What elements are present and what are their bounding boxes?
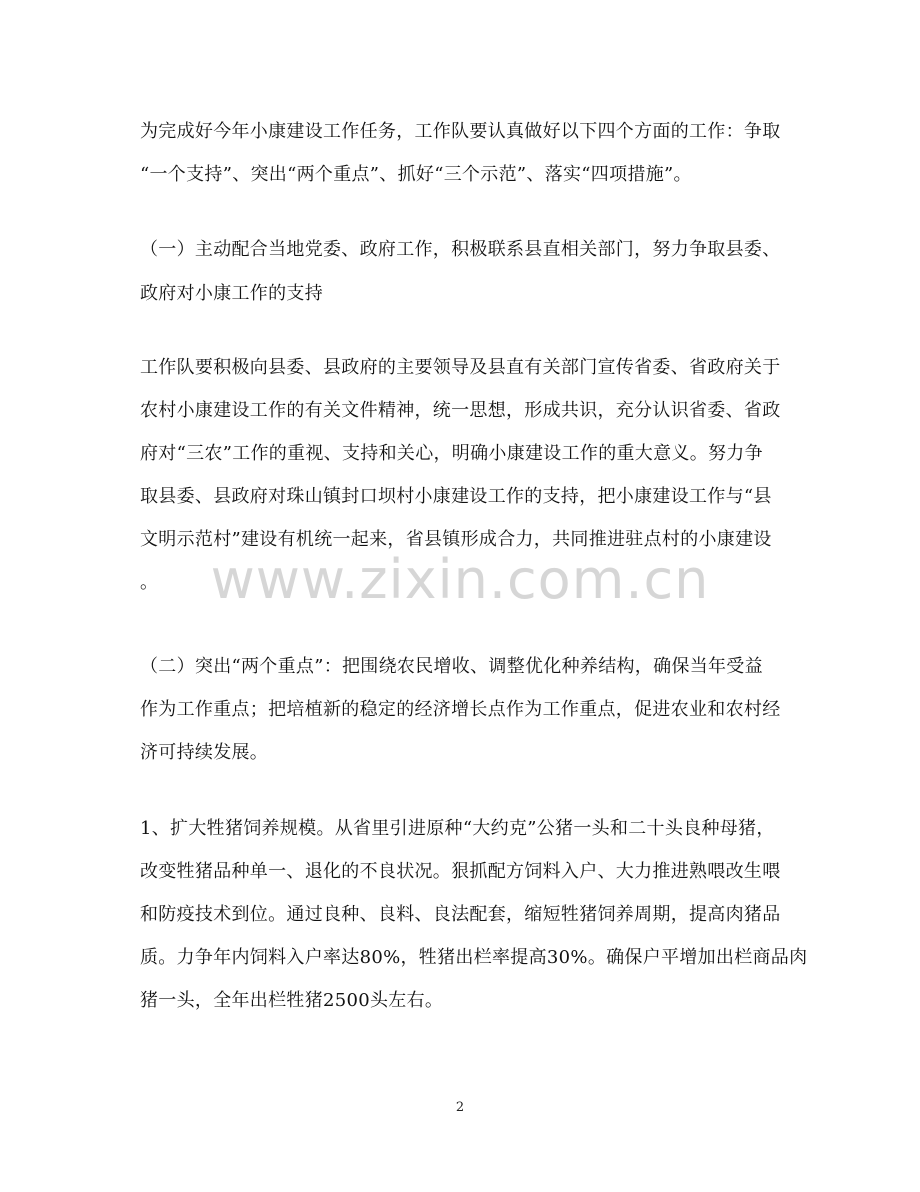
- section-heading-1-line-2: 政府对小康工作的支持: [140, 283, 323, 304]
- list-item-1-line-5: 猪一头，全年出栏牲猪2500头左右。: [140, 990, 444, 1011]
- list-item-1-line-1: 1、扩大牲猪饲养规模。从省里引进原种“大约克”公猪一头和二十头良种母猪，: [140, 818, 775, 839]
- section-heading-2-line-1: （二）突出“两个重点”：把围绕农民增收、调整优化种养结构，确保当年受益: [140, 656, 763, 677]
- section-heading-2-line-3: 济可持续发展。: [140, 742, 269, 763]
- paragraph-body-1-line-6: 。: [140, 572, 159, 593]
- watermark: www.zixin.com.cn: [210, 548, 710, 611]
- paragraph-intro-line-1: 为完成好今年小康建设工作任务，工作队要认真做好以下四个方面的工作：争取: [140, 121, 781, 142]
- paragraph-body-1-line-1: 工作队要积极向县委、县政府的主要领导及县直有关部门宣传省委、省政府关于: [140, 357, 781, 378]
- list-item-1-line-3: 和防疫技术到位。通过良种、良料、良法配套，缩短牲猪饲养周期，提高肉猪品: [140, 904, 781, 925]
- paragraph-body-1-line-2: 农村小康建设工作的有关文件精神，统一思想，形成共识，充分认识省委、省政: [140, 400, 781, 421]
- page-number: 2: [455, 1100, 465, 1115]
- section-heading-2-line-2: 作为工作重点；把培植新的稳定的经济增长点作为工作重点，促进农业和农村经: [140, 699, 781, 720]
- section-heading-1-line-1: （一）主动配合当地党委、政府工作，积极联系县直相关部门，努力争取县委、: [140, 239, 781, 260]
- paragraph-body-1-line-3: 府对“三农”工作的重视、支持和关心，明确小康建设工作的重大意义。努力争: [140, 443, 763, 464]
- paragraph-body-1-line-4: 取县委、县政府对珠山镇封口坝村小康建设工作的支持，把小康建设工作与“县: [140, 486, 772, 507]
- list-item-1-line-2: 改变牲猪品种单一、退化的不良状况。狠抓配方饲料入户、大力推进熟喂改生喂: [140, 861, 781, 882]
- list-item-1-line-4: 质。力争年内饲料入户率达80%，牲猪出栏率提高30%。确保户平增加出栏商品肉: [140, 947, 808, 968]
- paragraph-body-1-line-5: 文明示范村”建设有机统一起来，省县镇形成合力，共同推进驻点村的小康建设: [140, 529, 772, 550]
- paragraph-intro-line-2: “一个支持”、突出“两个重点”、抓好“三个示范”、落实“四项措施”。: [140, 164, 692, 185]
